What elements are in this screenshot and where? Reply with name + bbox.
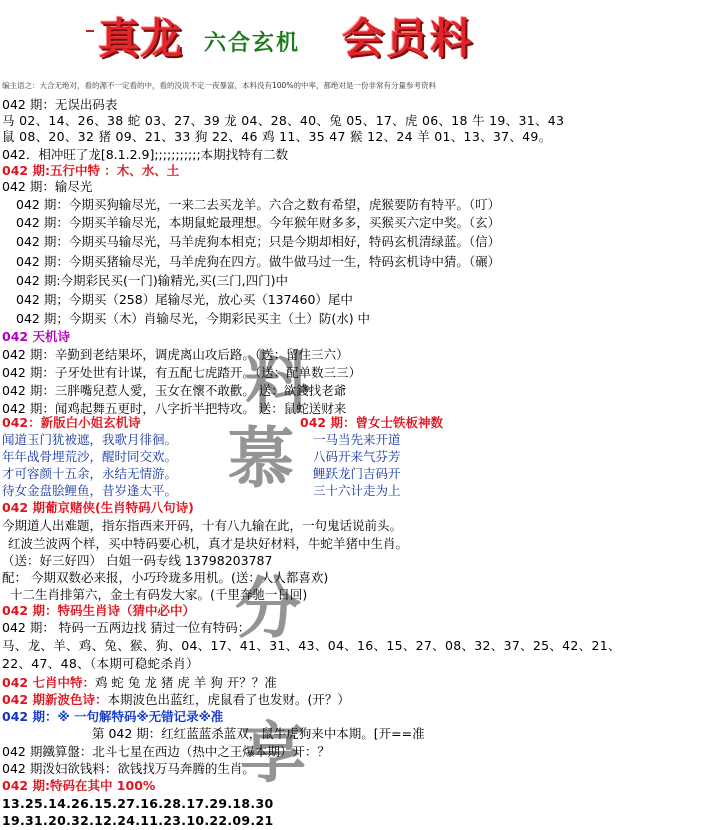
watermark-char-3: 分 <box>235 569 301 647</box>
section-one-sentence: 042 期：※ 一句解特码※无错记录※准 <box>2 709 224 724</box>
line-one-sentence: 第 042 期：红红蓝蓝杀蓝双，鼠牛虎狗来中本期。[开==准 <box>92 726 425 741</box>
line-seven-zodiac <box>2 675 277 691</box>
section-special-zodiac-poem: 042 期：特码生肖诗（猜中必中） <box>2 603 195 618</box>
section-heaven-poem: 042 天机诗 <box>2 329 70 344</box>
watermark-char-1: 料 <box>245 344 311 422</box>
line-gambler-hotline: （送：好三好四） 白姐一码专线 13798203787 <box>2 553 273 568</box>
line-gambler-1: 今期道人出难题，指东指西来开码，十有八九输在此，一句鬼话说前头。 <box>2 518 403 533</box>
line-lose-poem-4: 042 期：今期买猪输尽光，马羊虎狗在四方。做牛做马过一生，特码玄机诗中猜。（碾） <box>16 254 501 269</box>
line-lose-poem-3: 042 期：今期买马输尽光，马羊虎狗本相克；只是今期却相好，特码玄机清绿蓝。（信） <box>16 234 501 249</box>
line-wave-color <box>2 692 350 708</box>
line-lose-all: 042 期：输尽光 <box>2 179 93 194</box>
section-macau-gambler: 042 期葡京赌侠(生肖特码八句诗) <box>2 500 194 515</box>
line-iron-abacus: 042 期鐵算盤：北斗七星在西边（热中之王爆本期）开：？ <box>2 744 330 759</box>
header-banner <box>0 0 720 78</box>
line-special-numbers-1: 马、龙、羊、鸡、兔、猴、狗、04、17、41、31、43、04、16、15、27、08、32、37、25、42、21、 <box>2 638 621 653</box>
iron-board-line-1: 一马当先来开道 <box>313 432 401 447</box>
line-final-numbers-1: 13.25.14.26.15.27.16.28.17.29.18.30 <box>2 796 274 811</box>
line-gambler-zodiac: 十二生肖排第六，金土有码发大家。(千里奔驰一日回) <box>10 587 308 602</box>
line-heaven-3: 042 期：三胖嘴兒惹人愛，玉女在懷不敢歡。 送：欲錢找老爺 <box>2 383 347 398</box>
iron-board-line-2: 八码开来气芬芳 <box>313 449 401 464</box>
line-gambler-pair: 配： 今期双数必来报，小巧玲珑多用机。(送：人人都喜欢) <box>2 570 329 585</box>
line-zodiac-row-2: 鼠 08、20、32 猪 09、21、33 狗 22、46 鸡 11、35 47 猴 12、24 羊 01、13、37、49。 <box>2 129 552 144</box>
title-left: 真龙 <box>98 14 183 63</box>
white-lady-line-3: 才可容颜十五余，永结无情游。 <box>2 466 178 481</box>
iron-board-line-3: 鲤跃龙门吉码开 <box>313 466 401 481</box>
line-lose-door: 042 期:今期彩民买(一门)输精光,买(三门,四门)中 <box>16 273 288 288</box>
title-right: 会员料 <box>342 14 475 63</box>
wave-color-label: 042 期新波色诗： <box>2 692 108 707</box>
line-lose-poem-2: 042 期：今期买羊输尽光，本期鼠蛇最理想。今年猴年财多多，买猴买六定中奖。（玄） <box>16 215 501 230</box>
line-conflict: 042．相冲旺了龙[8.1.2.9];;;;;;;;;;;本期找特有二数 <box>2 147 289 162</box>
line-gambler-2: 红波兰波两个样，买中特码要心机，真才是块好材料，牛蛇羊猪中生肖。 <box>8 536 409 551</box>
line-special-guess: 042 期： 特码一五两边找 猜过一位有特码： <box>2 620 251 635</box>
watermark-char-2: 慕 <box>228 419 294 497</box>
line-heaven-4: 042 期：闻鸡起舞五更时，八字折半把特攻。 送：鼠蛇送财来 <box>2 401 347 416</box>
disclaimer: 编主语之：大合无绝对，看的源不一定看的中，看的没说不定一夜暴富，本料没有100%的中率，都绝对是一份非常有分量参考资料 <box>2 81 436 90</box>
line-lose-poem-1: 042 期：今期买狗输尽光，一来二去买龙羊。六合之数有希望，虎猴要防有特平。（叮） <box>16 197 501 212</box>
line-no-error-table: 042 期：无误出码表 <box>2 97 118 112</box>
line-lose-tail: 042 期；今期买（258）尾输尽光，放心买（137460）尾中 <box>16 292 353 307</box>
seven-zodiac-text: 鸡 蛇 兔 龙 猪 虎 羊 狗 开？？准 <box>94 675 277 690</box>
line-special-numbers-2: 22、47、48、（本期可稳蛇杀肖） <box>2 656 199 671</box>
iron-board-line-4: 三十六计走为上 <box>313 483 401 498</box>
title-middle: 六合玄机 <box>204 30 301 56</box>
white-lady-line-4: 待女金盘脍鲤鱼，昔岁逢太平。 <box>2 483 178 498</box>
title-dash <box>86 30 94 32</box>
white-lady-line-1: 闻道玉门犹被遮，我歌月徘徊。 <box>2 432 178 447</box>
watermark-char-4: 享 <box>240 714 306 792</box>
section-iron-board: 042 期：曾女士铁板神数 <box>300 415 443 430</box>
line-heaven-1: 042 期：辛勤到老结果坏，调虎离山攻后路。（送：留住三六） <box>2 347 349 362</box>
line-zodiac-row-1: 马 02、14、26、38 蛇 03、27、39 龙 04、28、40、兔 05、17、虎 06、18 牛 19、31、43 <box>2 113 565 128</box>
line-shrew-money: 042 期泼妇欲钱料：欲钱找万马奔腾的生肖。 <box>2 761 255 776</box>
wave-color-text: 本期波色出蓝红，虎鼠看了也发财。(开？） <box>107 692 350 707</box>
white-lady-line-2: 年年战骨埋荒沙，醒时同交欢。 <box>2 449 178 464</box>
line-heaven-2: 042 期：子牙处世有计谋，有五配七虎踏开。（送：配单数三三） <box>2 365 362 380</box>
seven-zodiac-label: 042 七肖中特： <box>2 675 95 690</box>
section-special-in-it: 042 期:特码在其中 100% <box>2 778 156 793</box>
line-final-numbers-2: 19.31.20.32.12.24.11.23.10.22.09.21 <box>2 813 274 828</box>
section-five-elements: 042 期:五行中特 ：木、水、土 <box>2 163 180 178</box>
section-white-lady-poem: 042：新版白小姐玄机诗 <box>2 415 141 430</box>
line-lose-element: 042 期；今期买（木）肖输尽光，今期彩民买主（土）防(水) 中 <box>16 311 371 326</box>
